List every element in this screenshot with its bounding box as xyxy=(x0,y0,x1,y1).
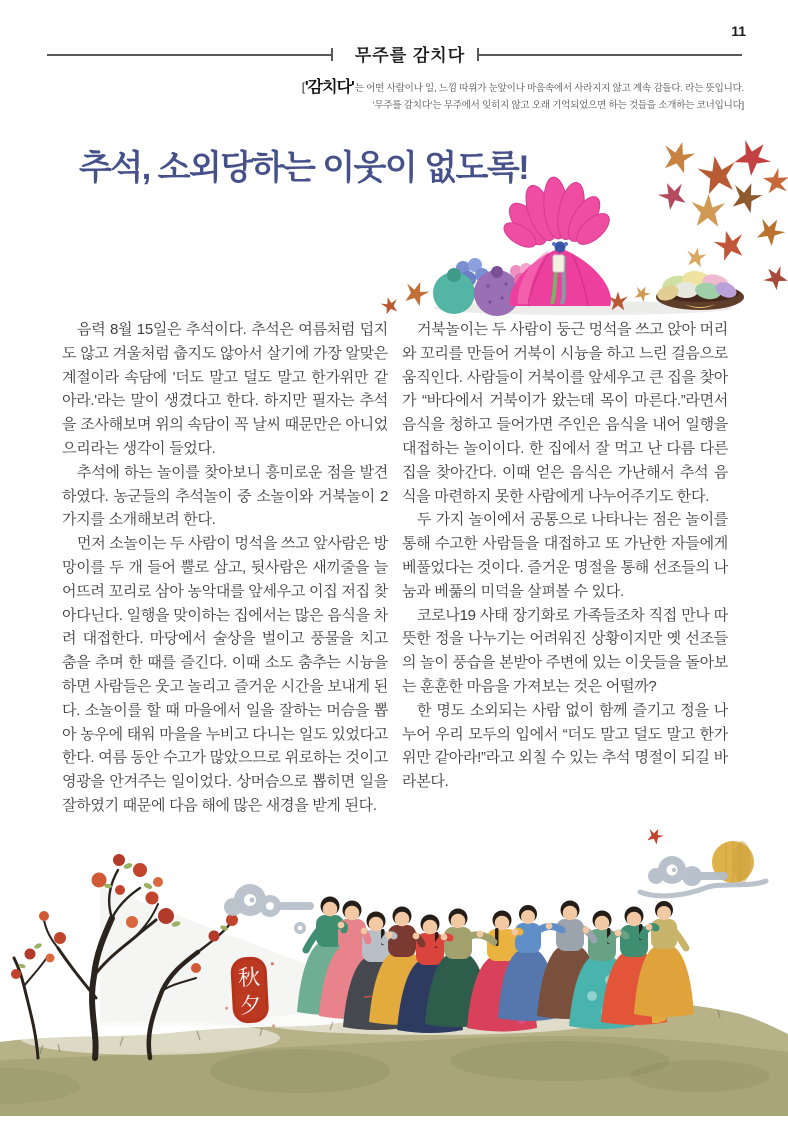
section-term: '감치다' xyxy=(304,79,354,96)
purple-pouch-knot xyxy=(491,266,503,278)
hanbok-dancers xyxy=(297,897,694,1034)
cloud-left xyxy=(224,884,314,934)
open-bracket: [ xyxy=(301,80,305,94)
section-description xyxy=(274,79,744,114)
seal-char-top: 秋 xyxy=(237,964,261,991)
paragraph: 거북놀이는 두 사람이 둥근 멍석을 쓰고 앉아 머리와 꼬리를 만들어 거북이 시늉을 하고 느린 걸음으로 움직인다. 사람들이 거북이를 앞세우고 큰 집을 찾아가 “바다에서 거북이가 왔는데 목이 마른다.”라면서 음식을 청하고 들어가면 주인은 음식을 내어 일행을 대접하는 놀이이다. 한 집에서 잘 먹고 난 다름 다른 집을 찾아간다. 이때 얻은 음식은 가난해서 추석 음식을 마련하지 못한 사람에게 나누어주기도 한다. xyxy=(402,321,728,505)
article-body xyxy=(62,318,728,818)
pink-fortune-pouch xyxy=(500,176,615,306)
pouch-knot xyxy=(555,242,566,253)
column-left xyxy=(62,318,388,818)
paragraph: 음력 8월 15일은 추석이다. 추석은 여름처럼 덥지도 않고 겨울처럼 춥지도 않아서 살기에 가장 알맞은 계절이라 속담에 '더도 말고 덜도 말고 한가위만 같아라.'라는 말이 생겼다고 한다. 하지만 필자는 추석을 조사해보며 위의 속담이 꼭 날씨 때문만은 아니었으리라는 생각이 들었다. xyxy=(62,321,388,457)
paragraph: 코로나19 사태 장기화로 가족들조차 직접 만나 따뜻한 정을 나누기는 어려워진 상황이지만 옛 선조들의 놀이 풍습을 본받아 주변에 있는 이웃들을 돌아보는 훈훈한 마음을 가져보는 것은 어떨까? xyxy=(402,606,728,695)
seal-char-bottom: 夕 xyxy=(238,992,263,1019)
paragraph: 먼저 소놀이는 두 사람이 멍석을 쓰고 앞사람은 방망이를 두 개 들어 뿔로 삼고, 뒷사람은 새끼줄을 늘어뜨려 꼬리로 삼아 농악대를 앞세우고 이집 저집 찾아다닌다. 일행을 맞이하는 집에서는 많은 음식을 차려 대접한다. 마당에서 술상을 벌이고 풍물을 치고 춤을 추며 한 때를 즐긴다. 이때 소도 춤추는 시늉을 하면 사람들은 웃고 놀리고 즐거운 시간을 보내게 된다. 소놀이를 할 때 마을에서 일을 잘하는 머슴을 뽑아 농우에 태워 마을을 누비고 다니는 일도 있었다고 한다. 여름 동안 수고가 많았으므로 위로하는 것이고 영광을 안겨주는 일이었다. 상머슴으로 뽑히면 일을 잘하였기 때문에 다음 해에 많은 새경을 받게 된다. xyxy=(62,535,388,814)
pouch-tag xyxy=(553,255,564,272)
chuseok-gift-pouch-illustration xyxy=(378,136,788,316)
section-description-line2: '무주를 감치다'는 무주에서 잊히지 않고 오래 기억되었으면 하는 것들을 소개하는 코너입니다] xyxy=(372,100,744,111)
section-description-line1 xyxy=(274,79,744,97)
paragraph: 추석에 하는 놀이를 찾아보니 흥미로운 점을 발견하였다. 농군들의 추석놀이 중 소놀이와 거북놀이 2가지를 소개해보려 한다. xyxy=(62,463,388,529)
paragraph: 한 명도 소외되는 사람 없이 함께 즐기고 정을 나누어 우리 모두의 입에서 “더도 말고 덜도 말고 한가위만 같아라!”라고 외칠 수 있는 추석 명절이 되길 바라본다. xyxy=(402,701,728,791)
teal-pouch-knot xyxy=(447,268,461,282)
section-title: 무주를 감치다 xyxy=(354,46,466,65)
songpyeon-basket xyxy=(655,270,744,310)
page-number: 11 xyxy=(731,23,746,39)
paragraph: 두 가지 놀이에서 공통으로 나타나는 점은 놀이를 통해 수고한 사람들을 대접하고 또 가난한 자들에게 베풀었다는 것이다. 즐거운 명절을 통해 선조들의 나눔과 베풂의 미덕을 살펴볼 수 있다. xyxy=(402,511,728,600)
header-rule-right xyxy=(478,54,742,56)
column-right xyxy=(402,318,728,818)
header-rule-left xyxy=(47,54,333,56)
section-definition: 는 어떤 사람이나 일, 느낌 따위가 눈앞이나 마음속에서 사라지지 않고 계속 감돌다. 라는 뜻입니다. xyxy=(354,83,744,94)
ganggangsullae-illustration xyxy=(0,826,788,1116)
header-rule-left-tick xyxy=(331,48,333,61)
red-maple-leaf xyxy=(645,826,666,846)
article-title: 추석, 소외당하는 이웃이 없도록! xyxy=(79,149,529,187)
